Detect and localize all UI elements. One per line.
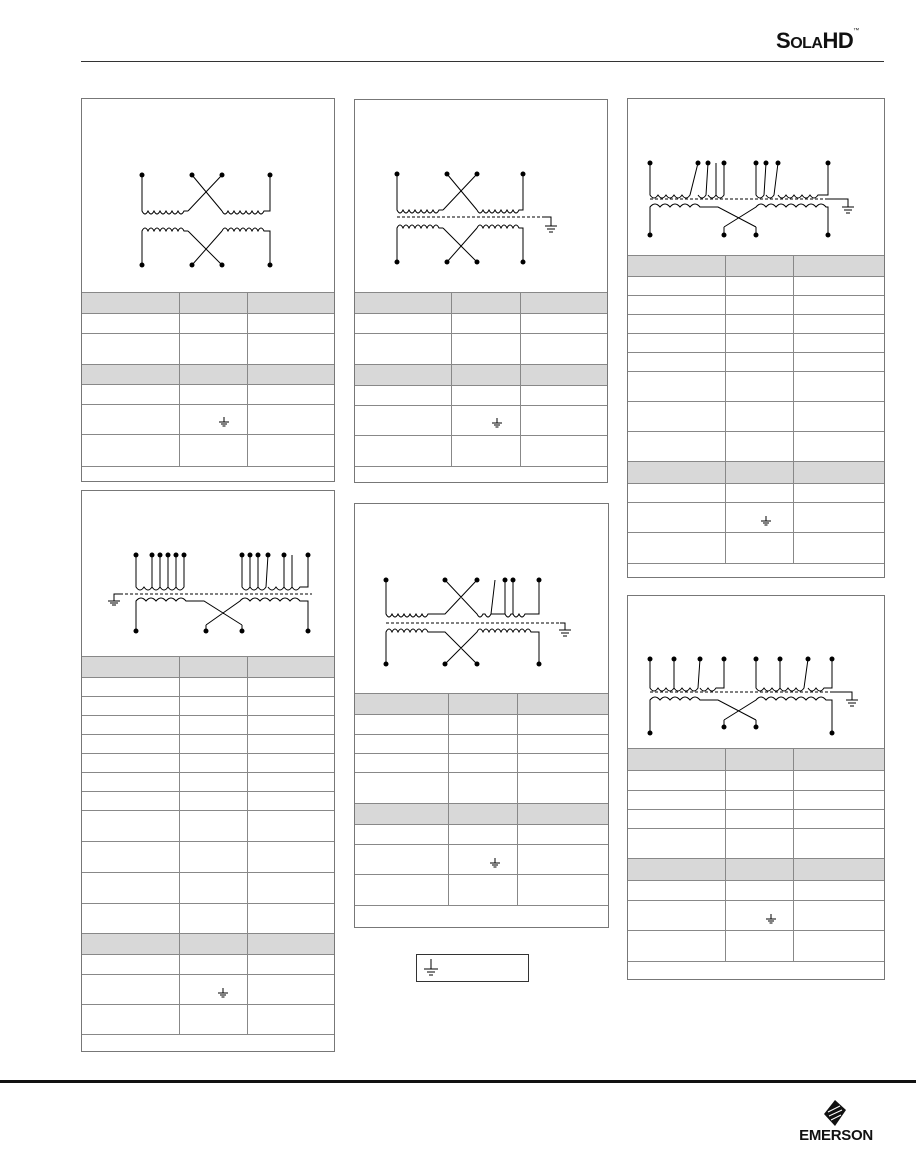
table-row — [82, 677, 334, 697]
table-row — [628, 431, 884, 462]
diagram-panel-3 — [354, 99, 608, 483]
table-footnote — [628, 961, 884, 980]
table-footnote — [628, 563, 884, 578]
table-row — [628, 371, 884, 402]
table-row — [628, 828, 884, 859]
table-footnote — [82, 466, 334, 482]
ground-icon — [218, 988, 228, 998]
table-row — [82, 333, 334, 365]
table-row — [82, 384, 334, 405]
table-row — [628, 900, 884, 931]
table-row — [82, 933, 334, 955]
table-row — [82, 1004, 334, 1035]
ground-icon — [424, 959, 438, 977]
table-row — [82, 841, 334, 873]
table-row — [355, 772, 608, 804]
table-row — [82, 903, 334, 934]
table-row — [82, 753, 334, 773]
table-row — [355, 753, 608, 773]
table-row — [355, 824, 608, 845]
ground-icon — [766, 914, 776, 924]
table-row — [82, 696, 334, 716]
table-row — [628, 748, 884, 771]
emerson-logo — [786, 1100, 886, 1146]
table-row — [355, 405, 607, 436]
table-row — [355, 714, 608, 735]
table-row — [355, 364, 607, 386]
table-row — [628, 295, 884, 315]
wiring-diagram-3 — [355, 100, 609, 290]
table-row — [82, 434, 334, 467]
diagram-panel-5 — [627, 98, 885, 578]
table-row — [82, 656, 334, 678]
table-row — [82, 954, 334, 975]
table-footnote — [355, 466, 607, 483]
table-row — [628, 858, 884, 881]
table-row — [355, 874, 608, 906]
table-row — [82, 292, 334, 314]
table-row — [355, 734, 608, 754]
wiring-diagram-2 — [82, 491, 336, 653]
ground-legend — [416, 954, 529, 982]
diagram-panel-6 — [627, 595, 885, 980]
table-row — [82, 872, 334, 904]
table-row — [628, 483, 884, 503]
table-row — [355, 333, 607, 365]
table-row — [355, 313, 607, 334]
table-row — [82, 810, 334, 842]
sola-hd-logo: SOLAHD™ — [776, 28, 859, 53]
table-row — [82, 974, 334, 1005]
table-row — [82, 404, 334, 435]
table-row — [82, 772, 334, 792]
diagram-panel-1 — [81, 98, 335, 482]
wiring-diagram-5 — [628, 99, 886, 255]
table-row — [628, 502, 884, 533]
table-row — [628, 809, 884, 829]
table-footnote — [82, 1034, 334, 1052]
table-row — [628, 401, 884, 432]
table-row — [628, 276, 884, 296]
wiring-diagram-1 — [82, 99, 336, 289]
table-row — [355, 844, 608, 875]
diagram-panel-4 — [354, 503, 609, 928]
table-row — [628, 255, 884, 277]
table-row — [355, 693, 608, 715]
table-row — [628, 880, 884, 901]
table-row — [82, 715, 334, 735]
table-row — [355, 385, 607, 406]
header-rule — [81, 61, 884, 62]
table-row — [628, 532, 884, 564]
table-row — [355, 803, 608, 825]
ground-icon — [219, 417, 229, 427]
table-row — [82, 734, 334, 754]
emerson-wordmark: EMERSON — [799, 1127, 873, 1144]
table-row — [82, 791, 334, 811]
ground-icon — [490, 858, 500, 868]
table-row — [355, 292, 607, 314]
table-row — [628, 770, 884, 791]
table-row — [628, 333, 884, 353]
wiring-diagram-4 — [355, 504, 610, 692]
table-row — [355, 435, 607, 467]
table-row — [628, 314, 884, 334]
table-row — [82, 364, 334, 385]
emerson-mark-icon — [824, 1100, 846, 1126]
diagram-panel-2 — [81, 490, 335, 1052]
table-row — [628, 790, 884, 810]
table-row — [82, 313, 334, 334]
table-row — [628, 352, 884, 372]
wiring-diagram-6 — [628, 596, 886, 748]
table-row — [628, 930, 884, 962]
footer-rule — [0, 1080, 916, 1083]
table-footnote — [355, 905, 608, 928]
ground-icon — [492, 418, 502, 428]
table-row — [628, 461, 884, 484]
ground-icon — [761, 516, 771, 526]
